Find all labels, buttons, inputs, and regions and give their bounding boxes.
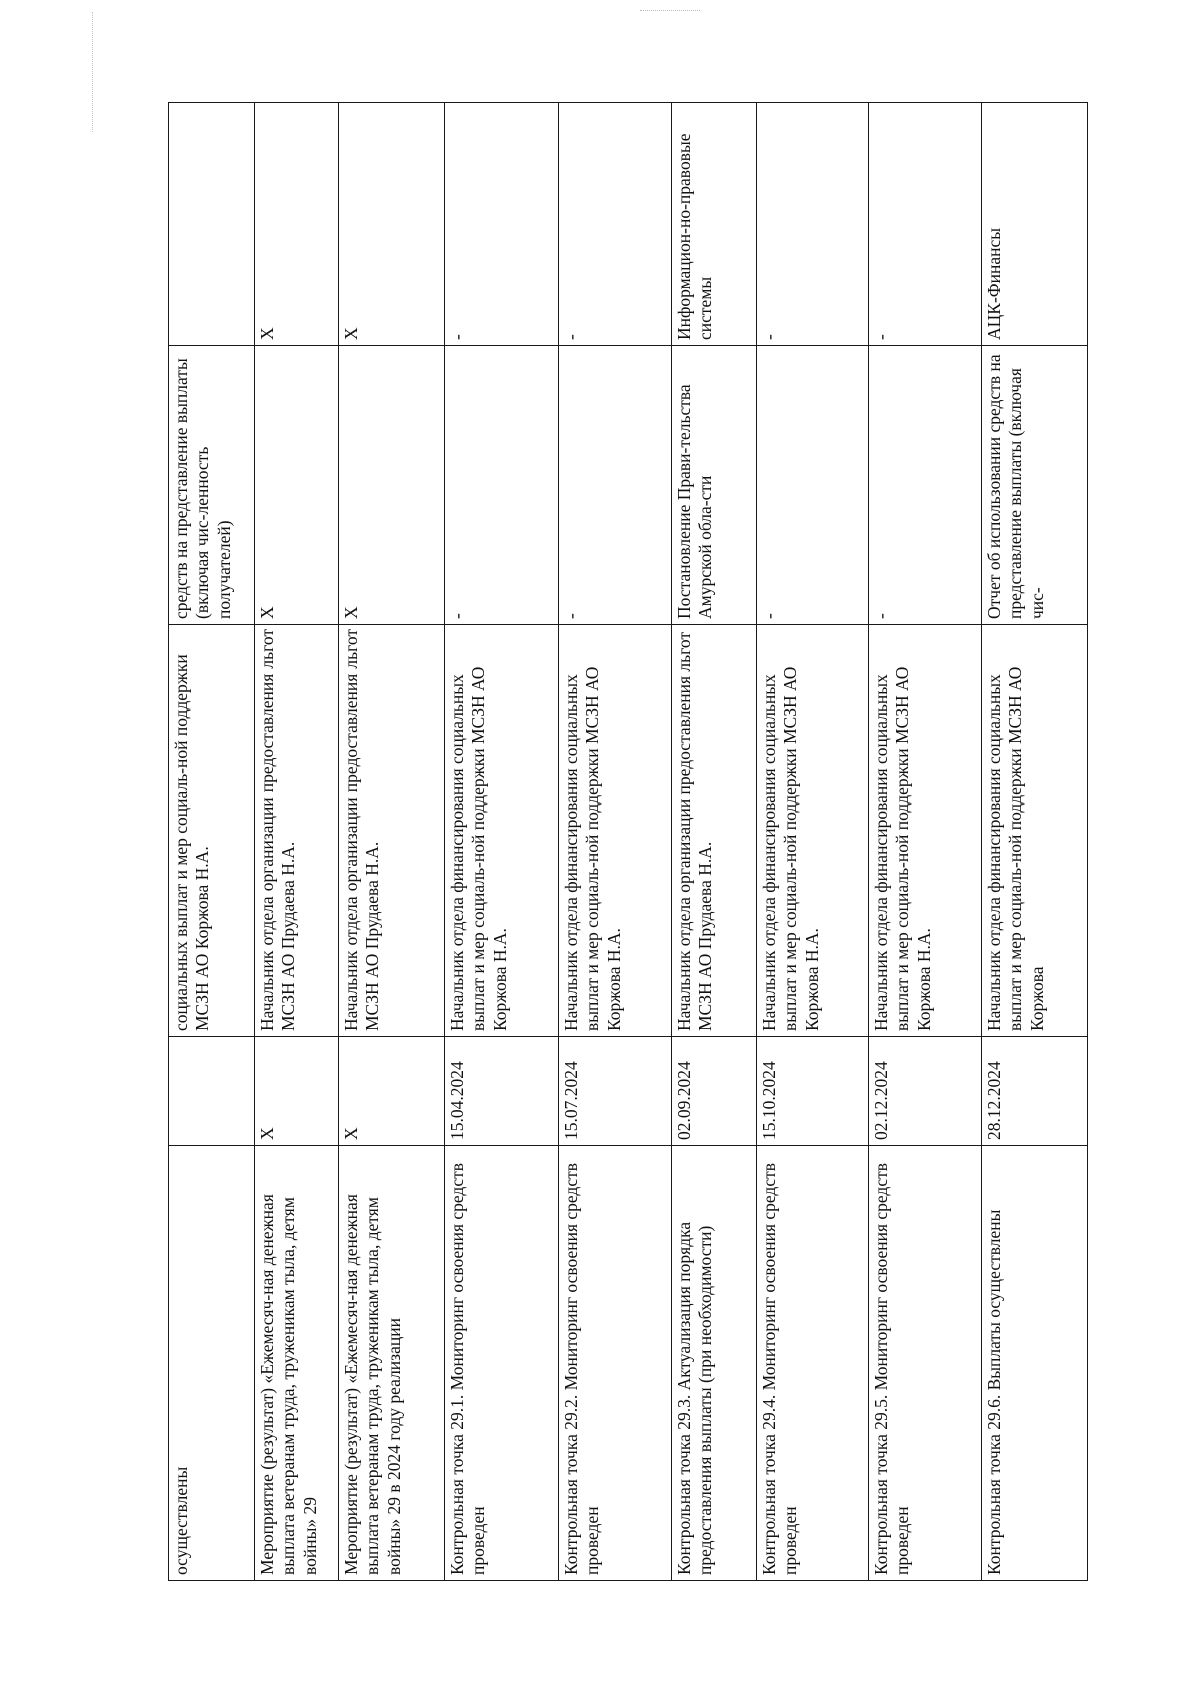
- date-cell: X: [339, 1037, 445, 1146]
- system-cell: Информацион-но-правовые системы: [672, 103, 757, 346]
- date-cell: X: [255, 1037, 339, 1146]
- table-row: [169, 103, 255, 1581]
- responsible-cell: Начальник отдела организации предоставления льгот МСЗН АО Прудаева Н.А.: [672, 625, 757, 1037]
- event-name-cell: Контрольная точка 29.4. Мониторинг освоения средств проведен: [757, 1146, 869, 1581]
- table-row: [757, 103, 869, 1581]
- responsible-cell: Начальник отдела финансирования социальных выплат и мер социаль-ной поддержки МСЗН АО Коржова Н.А.: [869, 625, 982, 1037]
- date-cell: 15.10.2024: [757, 1037, 869, 1146]
- date-cell: 02.12.2024: [869, 1037, 982, 1146]
- responsible-cell: Начальник отдела финансирования социальных выплат и мер социаль-ной поддержки МСЗН АО Коржова: [982, 625, 1088, 1037]
- responsible-cell: Начальник отдела финансирования социальных выплат и мер социаль-ной поддержки МСЗН АО Коржова Н.А.: [559, 625, 672, 1037]
- event-name-cell: Мероприятие (результат) «Ежемесяч-ная денежная выплата ветеранам труда, труженикам тыла, детям войны» 29: [255, 1146, 339, 1581]
- system-cell: [169, 103, 255, 346]
- table-row: [672, 103, 757, 1581]
- table-row: [982, 103, 1088, 1581]
- document-cell: Постановление Прави-тельства Амурской обла-сти: [672, 346, 757, 625]
- date-cell: 02.09.2024: [672, 1037, 757, 1146]
- table-row: [255, 103, 339, 1581]
- system-cell: X: [339, 103, 445, 346]
- document-cell: -: [559, 346, 672, 625]
- document-cell: X: [339, 346, 445, 625]
- document-cell: -: [757, 346, 869, 625]
- table-row: [339, 103, 445, 1581]
- table-row: [559, 103, 672, 1581]
- event-name-cell: Контрольная точка 29.1. Мониторинг освоения средств проведен: [445, 1146, 559, 1581]
- date-cell: 15.07.2024: [559, 1037, 672, 1146]
- document-cell: X: [255, 346, 339, 625]
- system-cell: -: [869, 103, 982, 346]
- event-name-cell: Контрольная точка 29.3. Актуализация порядка предоставления выплаты (при необходимости): [672, 1146, 757, 1581]
- scan-artifact: [92, 12, 95, 132]
- rotated-page: [168, 103, 1087, 1581]
- date-cell: 15.04.2024: [445, 1037, 559, 1146]
- system-cell: X: [255, 103, 339, 346]
- date-cell: [169, 1037, 255, 1146]
- responsible-cell: социальных выплат и мер социаль-ной поддержки МСЗН АО Коржова Н.А.: [169, 625, 255, 1037]
- document-cell: -: [445, 346, 559, 625]
- events-table: [168, 102, 1088, 1581]
- table-row: [445, 103, 559, 1581]
- event-name-cell: Контрольная точка 29.5. Мониторинг освоения средств проведен: [869, 1146, 982, 1581]
- responsible-cell: Начальник отдела организации предоставления льгот МСЗН АО Прудаева Н.А.: [339, 625, 445, 1037]
- system-cell: -: [559, 103, 672, 346]
- responsible-cell: Начальник отдела финансирования социальных выплат и мер социаль-ной поддержки МСЗН АО Коржова Н.А.: [445, 625, 559, 1037]
- document-cell: средств на представление выплаты (включая чис-ленность получателей): [169, 346, 255, 625]
- system-cell: -: [757, 103, 869, 346]
- table-row: [869, 103, 982, 1581]
- event-name-cell: Контрольная точка 29.6. Выплаты осуществлены: [982, 1146, 1088, 1581]
- event-name-cell: осуществлены: [169, 1146, 255, 1581]
- document-cell: -: [869, 346, 982, 625]
- responsible-cell: Начальник отдела финансирования социальных выплат и мер социаль-ной поддержки МСЗН АО Коржова Н.А.: [757, 625, 869, 1037]
- date-cell: 28.12.2024: [982, 1037, 1088, 1146]
- event-name-cell: Мероприятие (результат) «Ежемесяч-ная денежная выплата ветеранам труда, труженикам тыла, детям войны» 29 в 2024 году реализации: [339, 1146, 445, 1581]
- event-name-cell: Контрольная точка 29.2. Мониторинг освоения средств проведен: [559, 1146, 672, 1581]
- scan-artifact: [640, 10, 700, 19]
- system-cell: АЦК-Финансы: [982, 103, 1088, 346]
- document-cell: Отчет об использовании средств на представление выплаты (включая чис-: [982, 346, 1088, 625]
- system-cell: -: [445, 103, 559, 346]
- responsible-cell: Начальник отдела организации предоставления льгот МСЗН АО Прудаева Н.А.: [255, 625, 339, 1037]
